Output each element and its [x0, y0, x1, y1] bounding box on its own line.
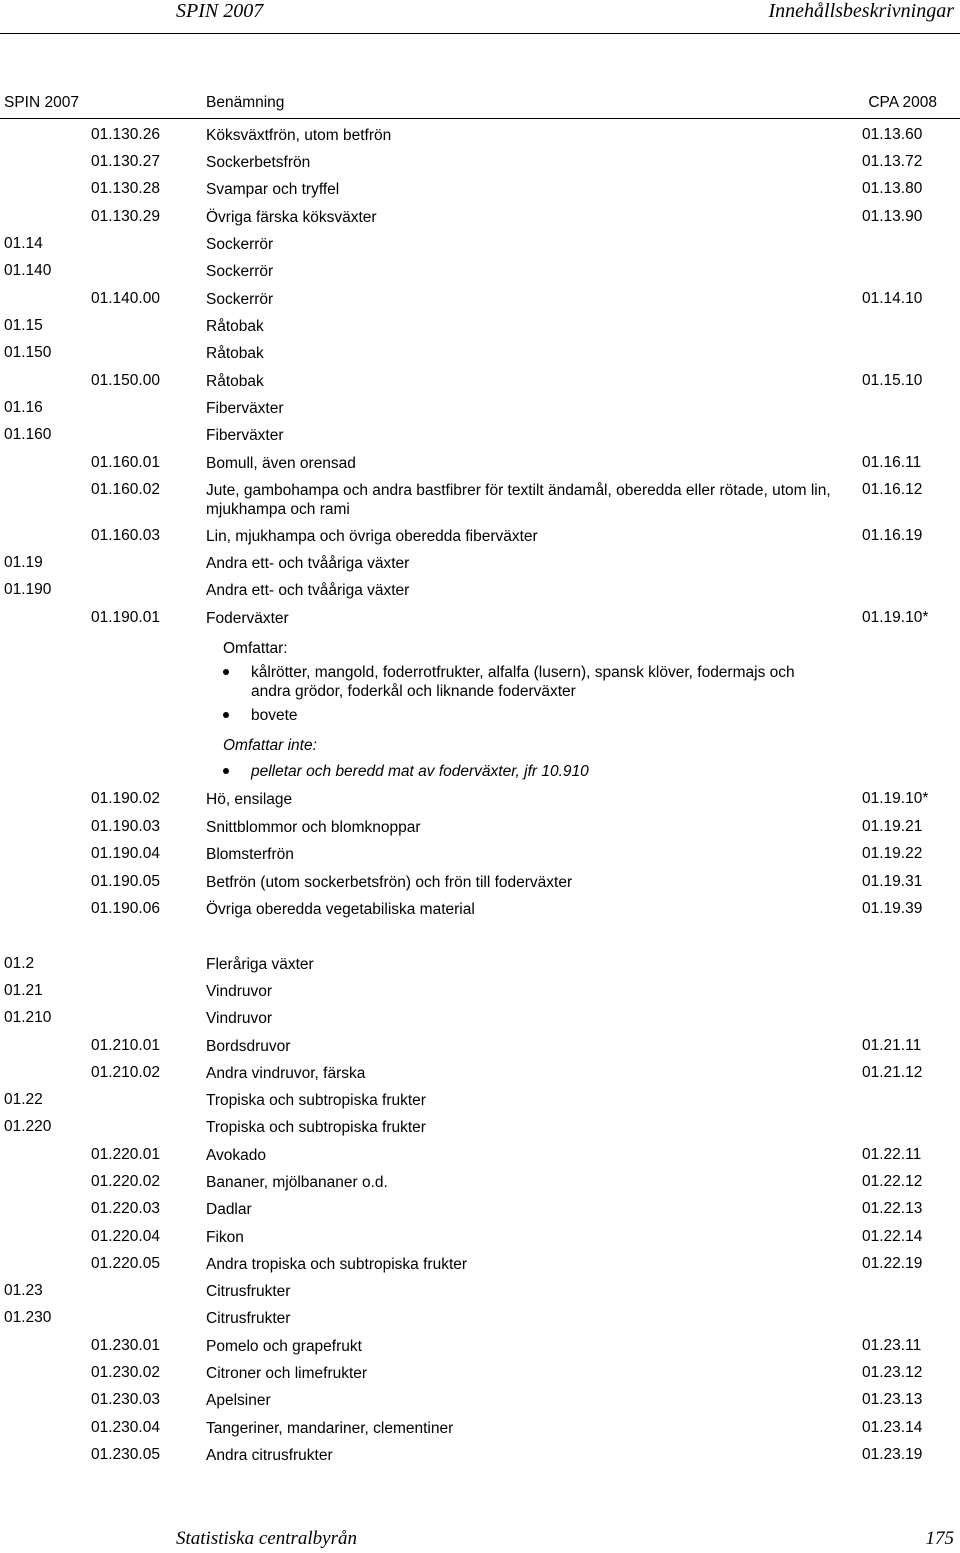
cpa-code: 01.16.12: [862, 481, 923, 498]
spin-code: 01.22: [4, 1091, 43, 1108]
item-name: Köksväxtfrön, utom betfrön: [206, 127, 392, 144]
item-name: Lin, mjukhampa och övriga oberedda fiberväxter: [206, 528, 538, 545]
item-name: Snittblommor och blomknoppar: [206, 819, 421, 836]
spin-code: 01.220.04: [91, 1228, 160, 1245]
item-name: Citrusfrukter: [206, 1310, 291, 1327]
item-name: Bananer, mjölbananer o.d.: [206, 1174, 388, 1191]
column-name: Benämning: [206, 94, 285, 111]
cpa-code: 01.13.72: [862, 153, 923, 170]
item-name: Pomelo och grapefrukt: [206, 1338, 362, 1355]
item-name: Bomull, även orensad: [206, 455, 356, 472]
spin-code: 01.210.02: [91, 1064, 160, 1081]
item-name: Apelsiner: [206, 1392, 271, 1409]
spin-code: 01.190.02: [91, 790, 160, 807]
cpa-code: 01.19.31: [862, 873, 923, 890]
cpa-code: 01.14.10: [862, 290, 923, 307]
cpa-code: 01.16.19: [862, 527, 923, 544]
item-name: Råtobak: [206, 345, 264, 362]
spin-code: 01.160.01: [91, 454, 160, 471]
spin-code: 01.190.06: [91, 900, 160, 917]
cpa-code: 01.23.13: [862, 1391, 923, 1408]
spin-code: 01.220.03: [91, 1200, 160, 1217]
spin-code: 01.220.05: [91, 1255, 160, 1272]
cpa-code: 01.19.10*: [862, 609, 929, 626]
cpa-code: 01.23.12: [862, 1364, 923, 1381]
item-name: Tangeriner, mandariner, clementiner: [206, 1420, 454, 1437]
footer-publisher: Statistiska centralbyrån: [176, 1528, 358, 1549]
item-name: Råtobak: [206, 373, 264, 390]
item-name: Sockerrör: [206, 236, 274, 253]
item-name: Citroner och limefrukter: [206, 1365, 368, 1382]
item-name: Vindruvor: [206, 983, 273, 1000]
spin-code: 01.190: [4, 581, 52, 598]
cpa-code: 01.21.11: [862, 1037, 922, 1054]
spin-code: 01.220.02: [91, 1173, 160, 1190]
includes-item: kålrötter, mangold, foderrotfrukter, alfalfa (lusern), spansk klöver, fodermajs och andra grödor, foderkål och liknande foderväxter: [251, 664, 795, 700]
item-name: Bordsdruvor: [206, 1038, 291, 1055]
item-name: Fiberväxter: [206, 400, 284, 417]
item-name: Sockerbetsfrön: [206, 154, 311, 171]
column-spin: SPIN 2007: [4, 94, 79, 111]
cpa-code: 01.19.22: [862, 845, 923, 862]
cpa-code: 01.13.60: [862, 126, 923, 143]
spin-code: 01.190.04: [91, 845, 160, 862]
cpa-code: 01.22.12: [862, 1173, 923, 1190]
item-name: Jute, gambohampa och andra bastfibrer för textilt ändamål, oberedda eller rötade, utom lin, mjukhampa och rami: [206, 482, 831, 518]
item-name: Hö, ensilage: [206, 791, 293, 808]
cpa-code: 01.23.11: [862, 1337, 922, 1354]
column-cpa: CPA 2008: [868, 94, 937, 111]
cpa-code: 01.22.19: [862, 1255, 923, 1272]
header-title-left: SPIN 2007: [176, 0, 264, 22]
excludes-label: Omfattar inte:: [223, 737, 317, 754]
spin-code: 01.2: [4, 955, 35, 972]
cpa-code: 01.19.10*: [862, 790, 929, 807]
item-name: Fiberväxter: [206, 427, 284, 444]
spin-code: 01.220.01: [91, 1146, 160, 1163]
cpa-code: 01.22.13: [862, 1200, 923, 1217]
excludes-item: pelletar och beredd mat av foderväxter, jfr 10.910: [251, 763, 589, 780]
spin-code: 01.130.29: [91, 208, 160, 225]
includes-label: Omfattar:: [223, 640, 288, 657]
cpa-code: 01.23.19: [862, 1446, 923, 1463]
spin-code: 01.190.05: [91, 873, 160, 890]
page-footer: [0, 1528, 960, 1553]
cpa-code: 01.16.11: [862, 454, 922, 471]
spin-code: 01.21: [4, 982, 43, 999]
spin-code: 01.140.00: [91, 290, 160, 307]
item-name: Sockerrör: [206, 291, 274, 308]
spin-code: 01.230.03: [91, 1391, 160, 1408]
spin-code: 01.190.01: [91, 609, 160, 626]
item-name: Dadlar: [206, 1201, 252, 1218]
spin-code: 01.230.04: [91, 1419, 160, 1436]
item-name: Tropiska och subtropiska frukter: [206, 1092, 426, 1109]
item-name: Foderväxter: [206, 610, 289, 627]
item-name: Sockerrör: [206, 263, 274, 280]
item-name: Andra citrusfrukter: [206, 1447, 333, 1464]
item-name: Övriga färska köksväxter: [206, 209, 377, 226]
item-name: Citrusfrukter: [206, 1283, 291, 1300]
item-name: Andra vindruvor, färska: [206, 1065, 366, 1082]
item-name: Avokado: [206, 1147, 267, 1164]
spin-code: 01.16: [4, 399, 43, 416]
page-number: 175: [925, 1528, 954, 1549]
cpa-code: 01.22.14: [862, 1228, 923, 1245]
cpa-code: 01.13.80: [862, 180, 923, 197]
spin-code: 01.230: [4, 1309, 52, 1326]
spin-code: 01.160.02: [91, 481, 160, 498]
item-name: Råtobak: [206, 318, 264, 335]
bullet-icon: [223, 669, 229, 675]
spin-code: 01.150.00: [91, 372, 160, 389]
item-name: Blomsterfrön: [206, 846, 294, 863]
spin-code: 01.15: [4, 317, 43, 334]
spin-code: 01.14: [4, 235, 43, 252]
cpa-code: 01.13.90: [862, 208, 923, 225]
includes-item: bovete: [251, 707, 298, 724]
item-name: Svampar och tryffel: [206, 181, 340, 198]
spin-code: 01.130.26: [91, 126, 160, 143]
spin-code: 01.230.05: [91, 1446, 160, 1463]
item-name: Fleråriga växter: [206, 956, 314, 973]
spin-code: 01.190.03: [91, 818, 160, 835]
header-title-right: Innehållsbeskrivningar: [768, 0, 954, 22]
spin-code: 01.130.27: [91, 153, 160, 170]
spin-code: 01.230.01: [91, 1337, 160, 1354]
spin-code: 01.23: [4, 1282, 43, 1299]
cpa-code: 01.15.10: [862, 372, 923, 389]
cpa-code: 01.23.14: [862, 1419, 923, 1436]
spin-code: 01.220: [4, 1118, 52, 1135]
spin-code: 01.19: [4, 554, 43, 571]
cpa-code: 01.22.11: [862, 1146, 922, 1163]
item-name: Andra ett- och tvååriga växter: [206, 582, 410, 599]
cpa-code: 01.21.12: [862, 1064, 923, 1081]
spin-code: 01.210: [4, 1009, 52, 1026]
bullet-icon: [223, 768, 229, 774]
spin-code: 01.140: [4, 262, 52, 279]
bullet-icon: [223, 712, 229, 718]
spin-code: 01.130.28: [91, 180, 160, 197]
spin-code: 01.230.02: [91, 1364, 160, 1381]
cpa-code: 01.19.39: [862, 900, 923, 917]
spin-code: 01.150: [4, 344, 52, 361]
item-name: Andra ett- och tvååriga växter: [206, 555, 410, 572]
cpa-code: 01.19.21: [862, 818, 923, 835]
item-name: Betfrön (utom sockerbetsfrön) och frön till foderväxter: [206, 874, 573, 891]
spin-code: 01.160.03: [91, 527, 160, 544]
item-name: Andra tropiska och subtropiska frukter: [206, 1256, 468, 1273]
spin-code: 01.160: [4, 426, 52, 443]
spin-code: 01.210.01: [91, 1037, 160, 1054]
item-name: Vindruvor: [206, 1010, 273, 1027]
item-name: Övriga oberedda vegetabiliska material: [206, 901, 475, 918]
item-name: Fikon: [206, 1229, 244, 1246]
item-name: Tropiska och subtropiska frukter: [206, 1119, 426, 1136]
